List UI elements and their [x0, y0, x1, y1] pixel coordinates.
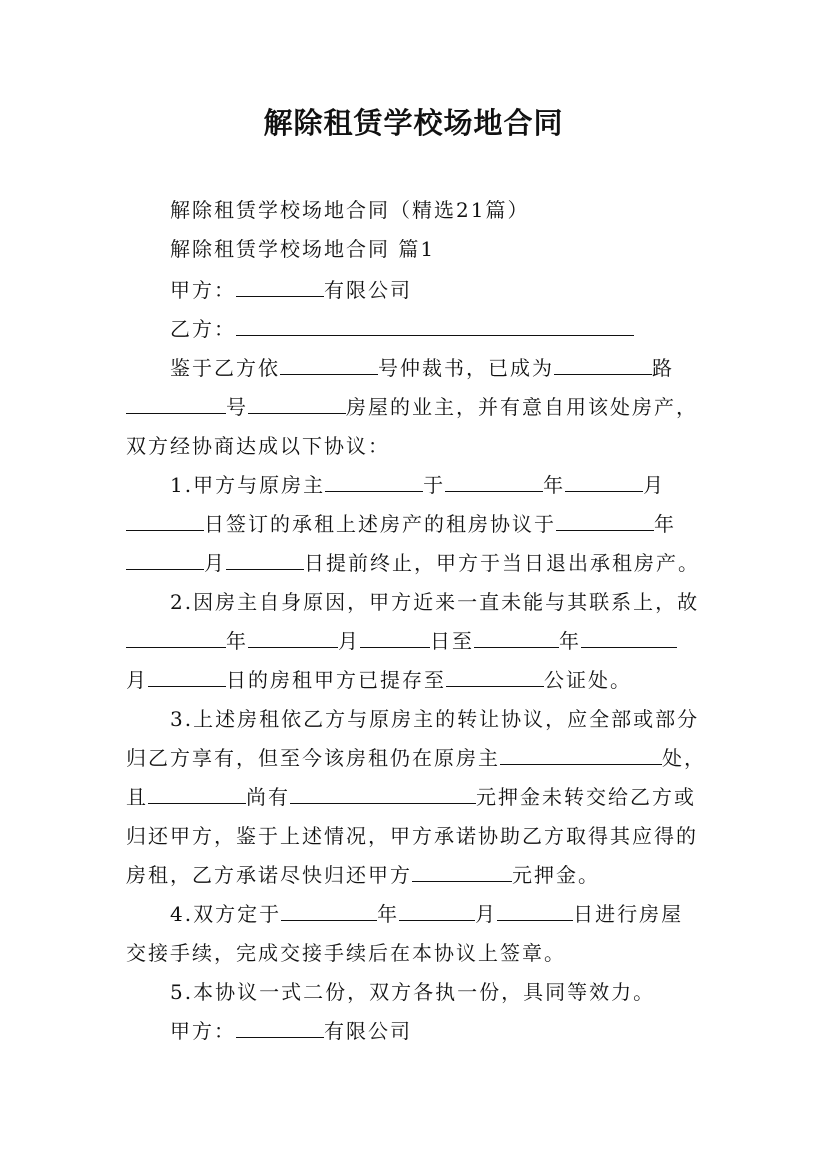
- blank-underline: [236, 315, 634, 336]
- clause-5-line: [170, 978, 655, 1006]
- clause-3-line: [126, 861, 600, 889]
- text: 月: [126, 668, 148, 692]
- paragraph-line: [170, 354, 674, 382]
- clause-3-line: [126, 822, 698, 850]
- text: 日至: [430, 629, 474, 653]
- text: 房租，乙方承诺尽快归还甲方: [126, 863, 412, 887]
- text: 月: [643, 473, 666, 497]
- clause-2-line: [126, 666, 632, 694]
- text: 房屋的业主，并有意自用该处房产，: [346, 395, 698, 419]
- document-title: 解除租赁学校场地合同: [263, 106, 564, 140]
- party-b-line: [170, 315, 634, 343]
- text: 甲方：: [170, 1019, 236, 1043]
- text: 年: [377, 902, 400, 926]
- text: 月: [475, 902, 498, 926]
- text: 号仲裁书，已成为: [378, 356, 554, 380]
- party-a-signature-line: [170, 1017, 412, 1045]
- blank-underline: [248, 393, 346, 414]
- blank-underline: [226, 549, 304, 570]
- blank-underline: [148, 666, 226, 687]
- text: 于: [423, 473, 446, 497]
- blank-underline: [126, 549, 204, 570]
- text: 月: [204, 551, 226, 575]
- blank-underline: [581, 627, 677, 648]
- clause-3-line: [170, 705, 699, 733]
- text: 年: [559, 629, 581, 653]
- blank-underline: [280, 354, 378, 375]
- blank-underline: [474, 627, 559, 648]
- party-a-line: [170, 276, 412, 304]
- blank-underline: [126, 510, 204, 531]
- blank-underline: [281, 900, 377, 921]
- text: 鉴于乙方依: [170, 356, 280, 380]
- text: 甲方：: [170, 278, 236, 302]
- clause-4-line: [126, 939, 566, 967]
- text: 乙方：: [170, 317, 236, 341]
- blank-underline: [412, 861, 512, 882]
- text: 日提前终止，甲方于当日退出承租房产。: [304, 551, 700, 575]
- blank-underline: [556, 510, 654, 531]
- clause-3-line: [126, 783, 696, 811]
- blank-underline: [290, 783, 476, 804]
- blank-underline: [399, 900, 475, 921]
- text: 元押金未转交给乙方或: [476, 785, 696, 809]
- blank-underline: [126, 393, 226, 414]
- text: 有限公司: [324, 1019, 412, 1043]
- text: 月: [338, 629, 360, 653]
- text: 尚有: [246, 785, 290, 809]
- clause-1-line: [126, 510, 676, 538]
- text: 路: [652, 356, 674, 380]
- blank-underline: [148, 783, 246, 804]
- text: 有限公司: [324, 278, 412, 302]
- text: 处，: [662, 746, 706, 770]
- clause-2-line: [126, 627, 677, 655]
- blank-underline: [445, 471, 543, 492]
- text: 日进行房屋: [573, 902, 684, 926]
- clause-4-line: [170, 900, 683, 928]
- text: 且: [126, 785, 148, 809]
- clause-3-line: [126, 744, 706, 772]
- text: 元押金。: [512, 863, 600, 887]
- text: 1.甲方与原房主: [170, 473, 326, 497]
- blank-underline: [554, 354, 652, 375]
- blank-underline: [565, 471, 643, 492]
- blank-underline: [236, 1017, 324, 1038]
- clause-1-line: [170, 471, 665, 499]
- paragraph-line: [126, 432, 390, 460]
- text: 5.本协议一式二份，双方各执一份，具同等效力。: [170, 980, 656, 1004]
- blank-underline: [236, 276, 324, 297]
- blank-underline: [360, 627, 430, 648]
- text: 4.双方定于: [170, 902, 282, 926]
- clause-2-line: [170, 588, 699, 616]
- clause-1-line: [126, 549, 700, 577]
- blank-underline: [500, 744, 662, 765]
- text: 2.因房主自身原因，甲方近来一直未能与其联系上，故: [170, 590, 700, 614]
- paragraph-line: [126, 393, 698, 421]
- text: 交接手续，完成交接手续后在本协议上签章。: [126, 941, 566, 965]
- text: 年: [654, 512, 676, 536]
- blank-underline: [126, 627, 226, 648]
- text: 公证处。: [544, 668, 632, 692]
- blank-underline: [325, 471, 423, 492]
- text: 日的房租甲方已提存至: [226, 668, 446, 692]
- text: 双方经协商达成以下协议：: [126, 434, 390, 458]
- subtitle-line: [170, 196, 529, 224]
- text: 解除租赁学校场地合同（精选21篇）: [170, 198, 530, 222]
- blank-underline: [497, 900, 573, 921]
- text: 日签订的承租上述房产的租房协议于: [204, 512, 556, 536]
- text: 解除租赁学校场地合同 篇1: [170, 237, 436, 261]
- text: 年: [226, 629, 248, 653]
- section-heading: [170, 235, 435, 263]
- text: 号: [226, 395, 248, 419]
- text: 3.上述房租依乙方与原房主的转让协议，应全部或部分: [170, 707, 700, 731]
- text: 归还甲方，鉴于上述情况，甲方承诺协助乙方取得其应得的: [126, 824, 698, 848]
- blank-underline: [446, 666, 544, 687]
- text: 归乙方享有，但至今该房租仍在原房主: [126, 746, 500, 770]
- text: 年: [543, 473, 566, 497]
- blank-underline: [248, 627, 338, 648]
